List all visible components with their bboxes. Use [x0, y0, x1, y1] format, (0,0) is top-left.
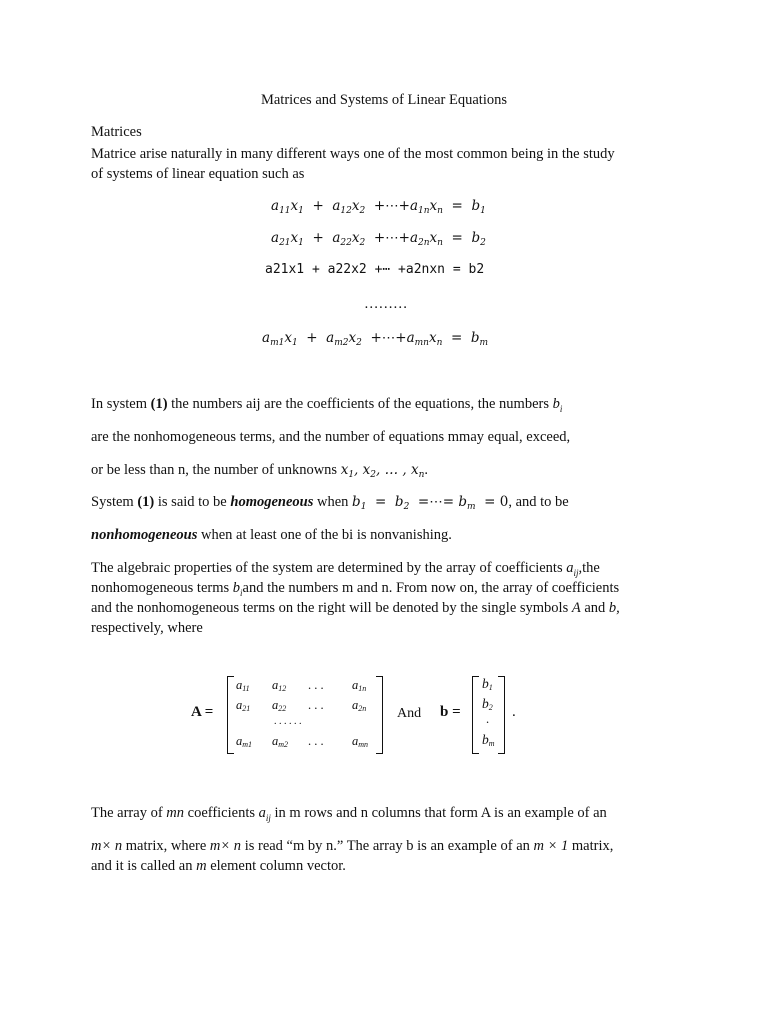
- matrix-A-left-bracket: [227, 676, 234, 754]
- para1-line-2: are the nonhomogeneous terms, and the number of equations mmay equal, exceed,: [91, 429, 571, 445]
- vector-b-right-bracket: [498, 676, 505, 754]
- vector-b-left-bracket: [472, 676, 479, 754]
- para3-line-4: respectively, where: [91, 620, 203, 636]
- and-label: And: [397, 706, 422, 721]
- equation-row-1: $a_{11}x_1 + a_{12}x_2$ $+\cdots+a_{1n}x_n = b_1$: [271, 198, 486, 216]
- para3-line-3: and the nonhomogeneous terms on the right will be denoted by the single symbols A and b,: [91, 600, 620, 616]
- para2-line-1: System (1) is said to be homogeneous when $b_1 = b_2$ =⋯= $b_m = 0$, and to be: [91, 494, 569, 512]
- page-title: Matrices and Systems of Linear Equations: [260, 92, 508, 108]
- para1-line-3: or be less than n, the number of unknowns $x_1$, $x_2$, … , $x_n$.: [91, 462, 428, 480]
- equation-row-2: $a_{21}x_1 + a_{22}x_2$ $+\cdots+a_{2n}x_n = b_2$: [271, 230, 486, 248]
- matrix-period: .: [512, 704, 516, 720]
- para3-line-2: nonhomogeneous terms $b_iand$ the numbers m and n. From now on, the array of coefficients: [91, 580, 620, 598]
- matrix-equations: A = $a_{11}$ $a_{12}$ . . . $a_{1n}$ $a_{21}$ $a_{22}$ . . . $a_{2n}$ . . . . . . $a_{m1}$ $a_{m2}$ . . . $a_{mn}$ And b = $b_1$ $b_2$ . $b_m$ .: [186, 668, 536, 758]
- intro-line-2: of systems of linear equation such as: [91, 166, 305, 182]
- equation-ellipsis: ………: [364, 296, 408, 312]
- para1-line-1: In system (1) the numbers aij are the coefficients of the equations, the numbers $b_i$: [91, 396, 563, 414]
- vector-b-label: b =: [440, 704, 461, 720]
- para4-line-2: m× n matrix, where m× n is read “m by n.” The array b is an example of an m × 1 matrix,: [91, 838, 614, 854]
- para3-line-1: The algebraic properties of the system are determined by the array of coefficients $a_{ij},the$: [91, 560, 600, 578]
- intro-line-1: Matrice arise naturally in many different ways one of the most common being in the study: [91, 146, 615, 162]
- para2-line-2: nonhomogeneous when at least one of the bi is nonvanishing.: [91, 527, 452, 543]
- para4-line-3: and it is called an m element column vector.: [91, 858, 346, 874]
- matrix-A-right-bracket: [376, 676, 383, 754]
- equation-row-m: $a_{m1}x_1 + a_{m2}x_2$ $+\cdots+a_{mn}x_n = b_m$: [262, 330, 489, 348]
- equation-row-3: a21x1 + a22x2 +⋯ +a2nxn = b2: [265, 262, 485, 277]
- matrix-A-label: A =: [191, 704, 214, 720]
- para4-line-1: The array of mn coefficients $a_{ij}$ in m rows and n columns that form A is an example of an: [91, 805, 607, 823]
- section-heading: Matrices: [91, 124, 142, 140]
